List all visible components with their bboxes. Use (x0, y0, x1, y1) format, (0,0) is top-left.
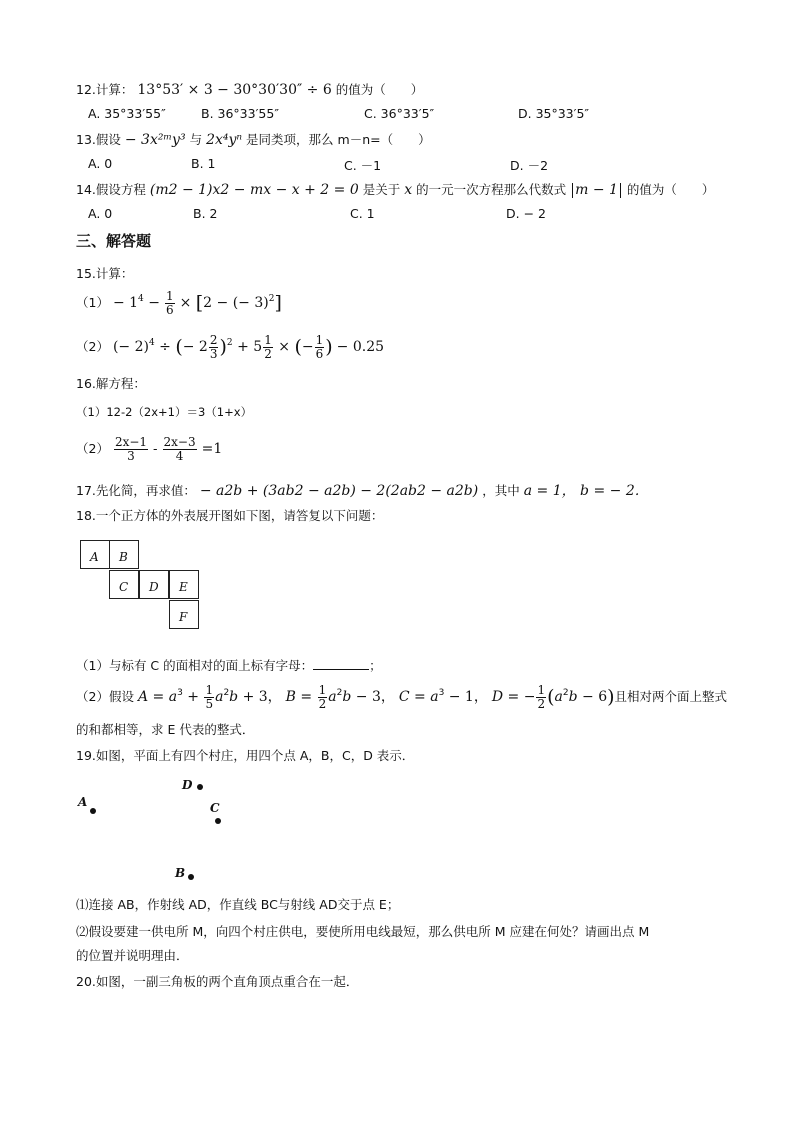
q18-p2-line2: 的和都相等，求 E 代表的整式． (76, 722, 255, 737)
q13-suffix: 是同类项，那么 m－n=（ ） (246, 132, 431, 147)
q18-p1-end: ； (369, 658, 382, 673)
net-cell-d: D (139, 570, 169, 599)
point-label-b: B (175, 866, 186, 880)
point-label-c: C (210, 801, 220, 815)
abs-bar-left (572, 183, 573, 198)
q14-expression: (m2 − 1)x2 − mx − x + 2 = 0 (149, 182, 359, 198)
q16-frac1-den: 3 (127, 449, 135, 463)
q12-expression: 13°53′ × 3 − 30°30′30″ ÷ 6 (137, 82, 332, 98)
q12-option-d: D. 35°33′5″ (518, 106, 590, 121)
q13-option-a: A. 0 (88, 156, 113, 171)
q14-mid2: 的一元一次方程那么代数式 (416, 182, 567, 197)
q12-suffix: 的值为（ ） (335, 82, 424, 97)
q14-option-b: B. 2 (193, 206, 218, 221)
point-label-d: D (182, 778, 193, 792)
q16-minus: - (153, 441, 158, 456)
question-12 (76, 80, 423, 98)
q19-part-2-line2: 的位置并说明理由． (76, 948, 189, 963)
q12-option-a: A. 35°33′55″ (88, 106, 166, 121)
question-14 (76, 180, 714, 198)
q13-expression-2: 2x⁴yⁿ (206, 132, 243, 148)
q12-prefix: 12.计算： (76, 82, 134, 97)
section-heading: 三、解答题 (76, 232, 152, 250)
net-cell-a: A (80, 540, 110, 569)
q17-expression: − a2b + (3ab2 − a2b) − 2(2ab2 − a2b) (199, 483, 479, 499)
q19-part-1: ⑴连接 AB，作射线 AD，作直线 BC与射线 AD交于点 E； (76, 897, 400, 912)
q12-option-b: B. 36°33′55″ (201, 106, 279, 121)
point-c (215, 818, 221, 824)
q14-option-d: D. − 2 (506, 206, 546, 221)
q19-title: 19.如图，平面上有四个村庄，用四个点 A，B，C，D 表示． (76, 748, 415, 763)
q17-condition: a = 1， b = − 2． (523, 483, 649, 499)
net-cell-c: C (109, 570, 139, 599)
q18-title: 18.一个正方体的外表展开图如下图，请答复以下问题： (76, 508, 384, 523)
q12-option-c: C. 36°33′5″ (364, 106, 435, 121)
q15-p1-label: （1） (76, 295, 109, 310)
q17-prefix: 17.先化简，再求值： (76, 483, 196, 498)
q14-variable: x (404, 182, 413, 198)
q16-frac2-num: 2x−3 (163, 435, 196, 449)
q18-p2-label: （2）假设 (76, 689, 134, 704)
answer-blank[interactable] (313, 657, 369, 670)
q18-part-1 (76, 656, 382, 674)
q14-option-c: C. 1 (350, 206, 375, 221)
point-b (188, 874, 194, 880)
q13-option-b: B. 1 (191, 156, 216, 171)
q14-prefix: 14.假设方程 (76, 182, 146, 197)
q17-mid: ，其中 (482, 483, 520, 498)
question-17 (76, 480, 649, 500)
abs-bar-right (620, 183, 621, 198)
point-label-a: A (78, 795, 88, 809)
question-13 (76, 130, 431, 148)
q13-option-d: D. －2 (510, 158, 549, 173)
q16-part-1: （1）12-2（2x+1）＝3（1+x） (76, 405, 253, 419)
q14-mid1: 是关于 (362, 182, 401, 197)
net-cell-b: B (109, 540, 139, 569)
q16-frac2-den: 4 (175, 449, 184, 463)
q16-title: 16.解方程： (76, 376, 146, 391)
q16-frac1-num: 2x−1 (114, 435, 148, 449)
q14-abs-expression: m − 1 (575, 182, 618, 198)
q15-p2-label: （2） (76, 339, 109, 354)
q14-suffix: 的值为（ ） (626, 182, 715, 197)
q15-part-2: （2） (− 2)$^4$ ÷ (− 2 $\frac{2}{3}$ )$^2$ + 5 $\frac{1}{2}$ × (− $\frac{1}{6}$ ) − 0.25 (76, 333, 385, 361)
q18-part-2: （2）假设 $A = a^3$ + $\frac{1}{5}$ $a^2b + 3$， B = $\frac{1}{2}$ $a^2b - 3$， $C = a^3 - 1$， D = − $\frac{1}{2}$ $(a^2b - 6)$且相对两个面上整式 (76, 683, 728, 711)
q14-option-a: A. 0 (88, 206, 113, 221)
q18-p2-end: 且相对两个面上整式 (614, 689, 728, 704)
net-cell-f: F (169, 600, 199, 629)
q15-p2-tail: − 0.25 (336, 339, 385, 355)
point-a (90, 808, 96, 814)
q16-p2-label: （2） (76, 441, 109, 456)
q16-part-2 (76, 436, 222, 463)
q13-mid: 与 (189, 132, 203, 147)
q20-title: 20.如图，一副三角板的两个直角顶点重合在一起． (76, 974, 359, 989)
q13-prefix: 13.假设 (76, 132, 121, 147)
q15-title: 15.计算： (76, 266, 134, 281)
q15-part-1: $(1) - 1^4$ − $\frac{1}{6}$ × [2 − (− 3)$^2$] (76, 289, 282, 317)
q18-p1-text: （1）与标有 C 的面相对的面上标有字母： (76, 658, 314, 673)
q13-expression-1: − 3x²ᵐy³ (124, 132, 186, 148)
net-cell-e: E (169, 570, 199, 599)
point-d (197, 784, 203, 790)
q16-equals: =1 (201, 441, 223, 457)
q13-option-c: C. －1 (344, 158, 382, 173)
q19-part-2-line1: ⑵假设要建一供电所 M，向四个村庄供电，要使所用电线最短，那么供电所 M 应建在何处？请画出点 M (76, 924, 650, 939)
